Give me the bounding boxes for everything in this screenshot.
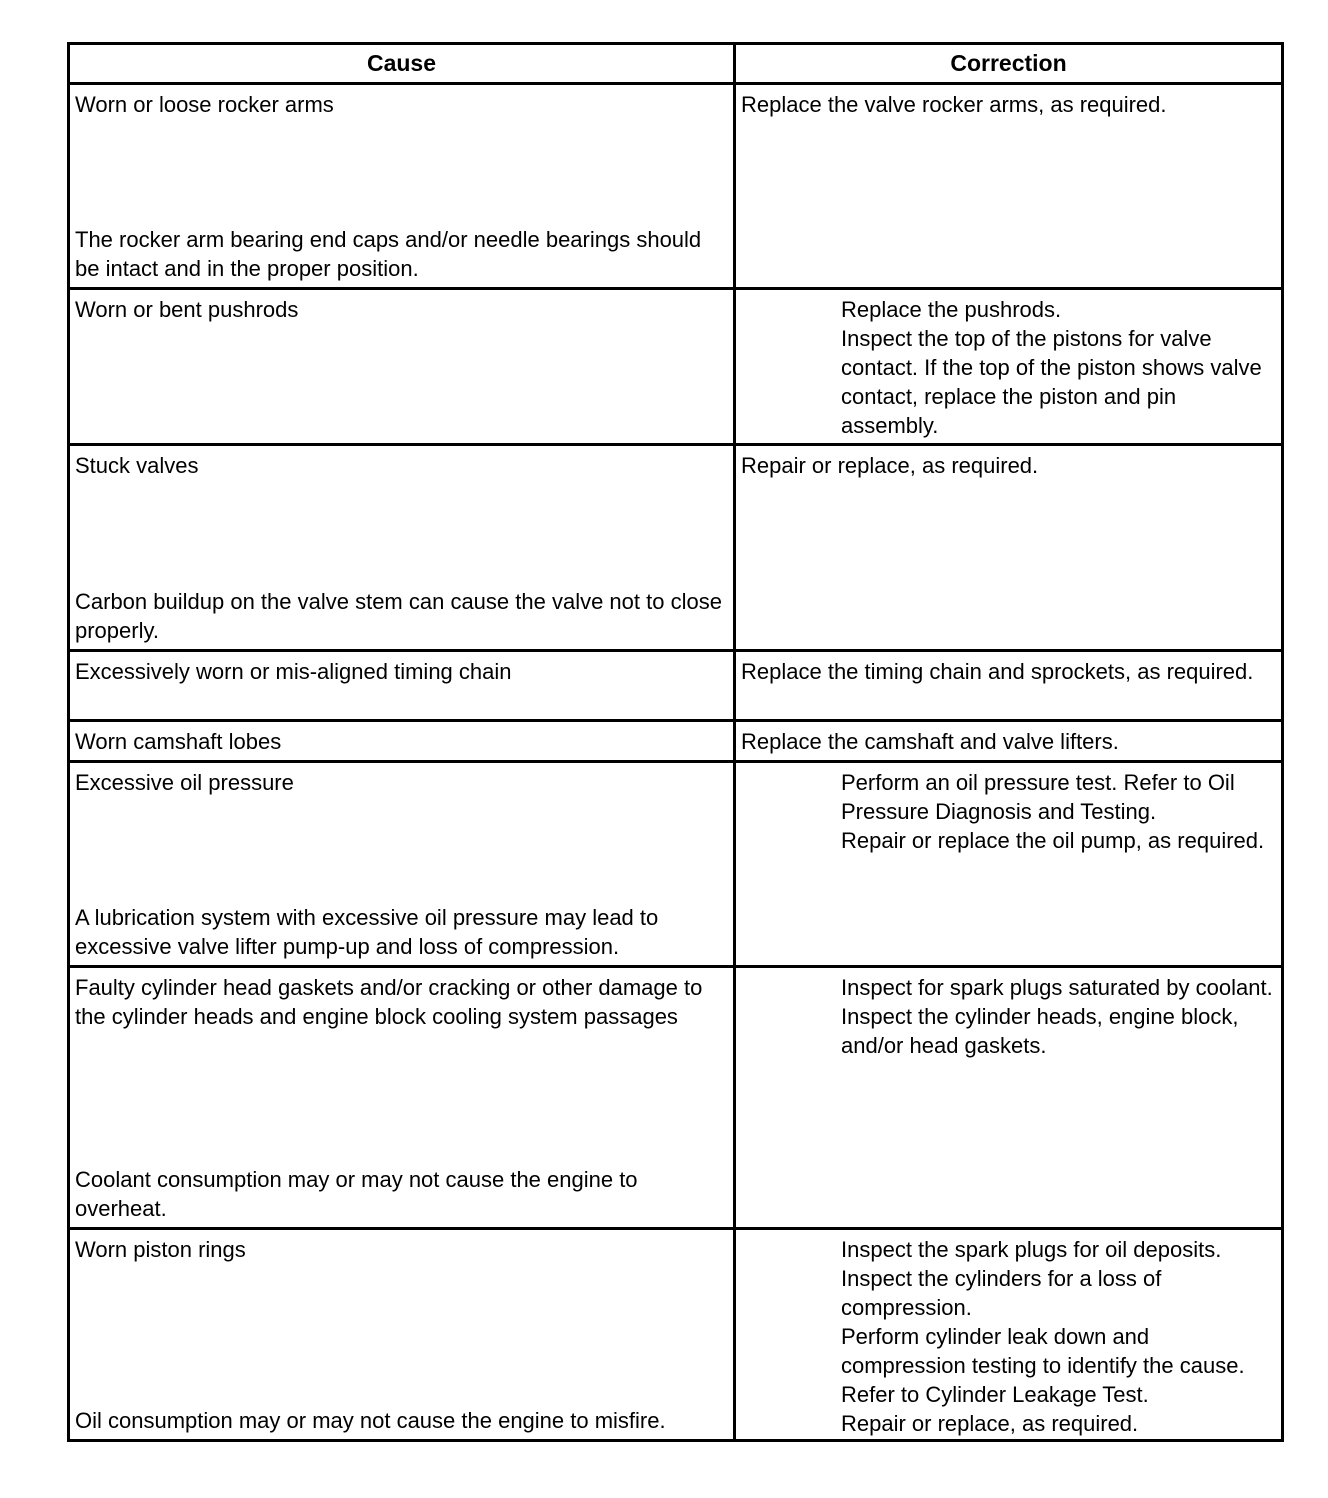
table-row [69,721,1283,762]
correction-steps [841,768,1275,855]
table-row [69,651,1283,721]
cause-text: Faulty cylinder head gaskets and/or cracking or other damage to the cylinder heads and engine block cooling system passages [75,975,703,1029]
cause-cell [69,84,735,289]
correction-cell [735,967,1283,1229]
correction-step: Inspect the spark plugs for oil deposits. [841,1237,1222,1262]
cause-cell [69,651,735,721]
cause-text: Worn or loose rocker arms [75,92,334,117]
correction-step: Inspect for spark plugs saturated by coolant. [841,975,1273,1000]
correction-steps [841,973,1275,1060]
correction-cell [735,762,1283,967]
diagnosis-table [67,42,1284,1442]
cause-note: Coolant consumption may or may not cause the engine to overheat. [75,1167,638,1221]
cause-text: Stuck valves [75,453,199,478]
correction-cell [735,289,1283,445]
correction-text: Replace the camshaft and valve lifters. [741,729,1119,754]
cause-cell [69,289,735,445]
header-correction: Correction [735,44,1283,84]
cause-note: Carbon buildup on the valve stem can cause the valve not to close properly. [75,589,722,643]
table-row [69,84,1283,289]
correction-steps [841,295,1275,440]
cause-cell [69,967,735,1229]
correction-step: Perform cylinder leak down and compression testing to identify the cause. Refer to Cylinder Leakage Test. [841,1324,1245,1407]
correction-step: Inspect the cylinder heads, engine block, and/or head gaskets. [841,1004,1239,1058]
correction-step: Repair or replace, as required. [841,1411,1139,1436]
table-row [69,289,1283,445]
cause-note: A lubrication system with excessive oil pressure may lead to excessive valve lifter pump-up and loss of compression. [75,905,659,959]
cause-note: Oil consumption may or may not cause the engine to misfire. [75,1408,666,1433]
correction-cell [735,721,1283,762]
correction-step: Perform an oil pressure test. Refer to Oil Pressure Diagnosis and Testing. [841,770,1235,824]
correction-text: Replace the valve rocker arms, as required. [741,92,1167,117]
correction-steps [841,1235,1275,1438]
cause-text: Worn piston rings [75,1237,246,1262]
header-cause: Cause [69,44,735,84]
cause-note: The rocker arm bearing end caps and/or needle bearings should be intact and in the proper position. [75,227,702,281]
cause-cell [69,445,735,651]
cause-text: Worn or bent pushrods [75,297,299,322]
cause-cell [69,762,735,967]
correction-step: Inspect the top of the pistons for valve contact. If the top of the piston shows valve contact, replace the piston and pin assembly. [841,326,1262,438]
table-row [69,445,1283,651]
correction-cell [735,445,1283,651]
cause-text: Excessively worn or mis-aligned timing chain [75,659,512,684]
correction-text: Repair or replace, as required. [741,453,1039,478]
cause-cell [69,1229,735,1441]
table-row [69,967,1283,1229]
correction-text: Replace the timing chain and sprockets, as required. [741,659,1254,684]
correction-step: Repair or replace the oil pump, as required. [841,828,1265,853]
cause-text: Excessive oil pressure [75,770,294,795]
correction-step: Inspect the cylinders for a loss of compression. [841,1266,1162,1320]
table-row [69,762,1283,967]
table-row [69,1229,1283,1441]
header-row [69,44,1283,84]
cause-text: Worn camshaft lobes [75,729,282,754]
correction-cell [735,651,1283,721]
correction-cell [735,84,1283,289]
correction-cell [735,1229,1283,1441]
correction-step: Replace the pushrods. [841,297,1062,322]
cause-cell [69,721,735,762]
